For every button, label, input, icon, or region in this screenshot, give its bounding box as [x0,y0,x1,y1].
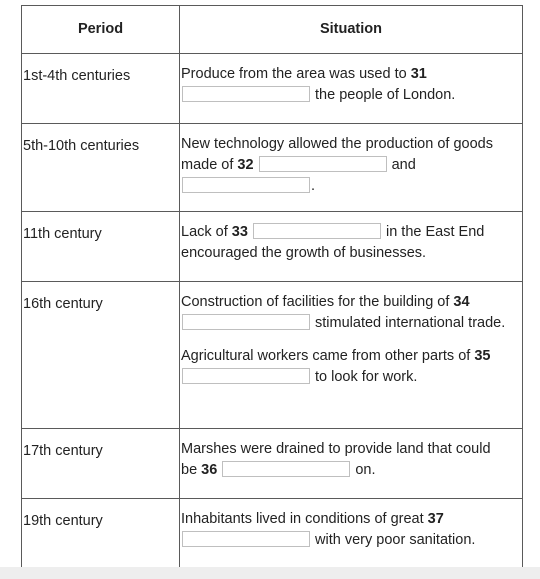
sentence-text [248,224,252,240]
sentence-text [254,157,258,173]
situation-cell [180,499,523,569]
sentence-text: and [387,157,416,173]
situation-paragraph [181,222,506,264]
period-cell: 17th century [22,429,180,499]
sentence-text: the people of London. [311,87,456,103]
table-row [22,124,523,212]
sentence-text: Produce from the area was used to [181,66,411,82]
sentence-text: to look for work. [311,369,418,385]
history-table [21,5,523,569]
period-cell: 16th century [22,282,180,429]
answer-input-31[interactable] [182,86,310,102]
situation-paragraph [181,439,506,481]
question-number: 33 [231,224,248,240]
sentence-text: . [311,178,316,194]
answer-input-33[interactable] [253,223,381,239]
answer-input-36[interactable] [222,461,350,477]
situation-cell [180,124,523,212]
sentence-text [217,462,221,478]
situation-header: Situation [180,6,523,54]
situation-paragraph [181,292,506,334]
situation-paragraph [181,64,506,106]
question-number: 32 [237,157,254,173]
period-header: Period [22,6,180,54]
situation-paragraph [181,134,506,197]
header-row [22,6,523,54]
question-number: 34 [453,294,470,310]
sentence-text: Agricultural workers came from other parts of [181,348,475,364]
question-number: 37 [427,511,444,527]
table-body [22,54,523,569]
sentence-text: stimulated international trade. [311,315,506,331]
table-row [22,282,523,429]
answer-input-32b[interactable] [182,177,310,193]
sentence-text: New technology allowed the production of goods made of [181,136,493,173]
situation-cell [180,429,523,499]
sentence-text: Inhabitants lived in conditions of great [181,511,428,527]
answer-input-32a[interactable] [259,156,387,172]
sentence-text: Lack of [181,224,232,240]
period-cell: 19th century [22,499,180,569]
sentence-text: on. [351,462,376,478]
question-number: 31 [410,66,427,82]
situation-paragraph [181,346,506,388]
sentence-text: in the East End encouraged the growth of businesses. [181,224,485,261]
answer-input-37[interactable] [182,531,310,547]
answer-input-35[interactable] [182,368,310,384]
situation-cell [180,212,523,282]
question-number: 36 [201,462,218,478]
period-cell: 11th century [22,212,180,282]
period-cell: 1st-4th centuries [22,54,180,124]
situation-paragraph [181,509,506,551]
table-row [22,429,523,499]
table-row [22,499,523,569]
situation-cell [180,54,523,124]
sentence-text: Construction of facilities for the building of [181,294,454,310]
sentence-text: with very poor sanitation. [311,532,476,548]
sentence-text: Marshes were drained to provide land that could be [181,441,491,478]
table-row [22,54,523,124]
period-cell: 5th-10th centuries [22,124,180,212]
table-row [22,212,523,282]
page-bottom-edge [0,567,540,579]
question-number: 35 [474,348,491,364]
answer-input-34[interactable] [182,314,310,330]
situation-cell [180,282,523,429]
